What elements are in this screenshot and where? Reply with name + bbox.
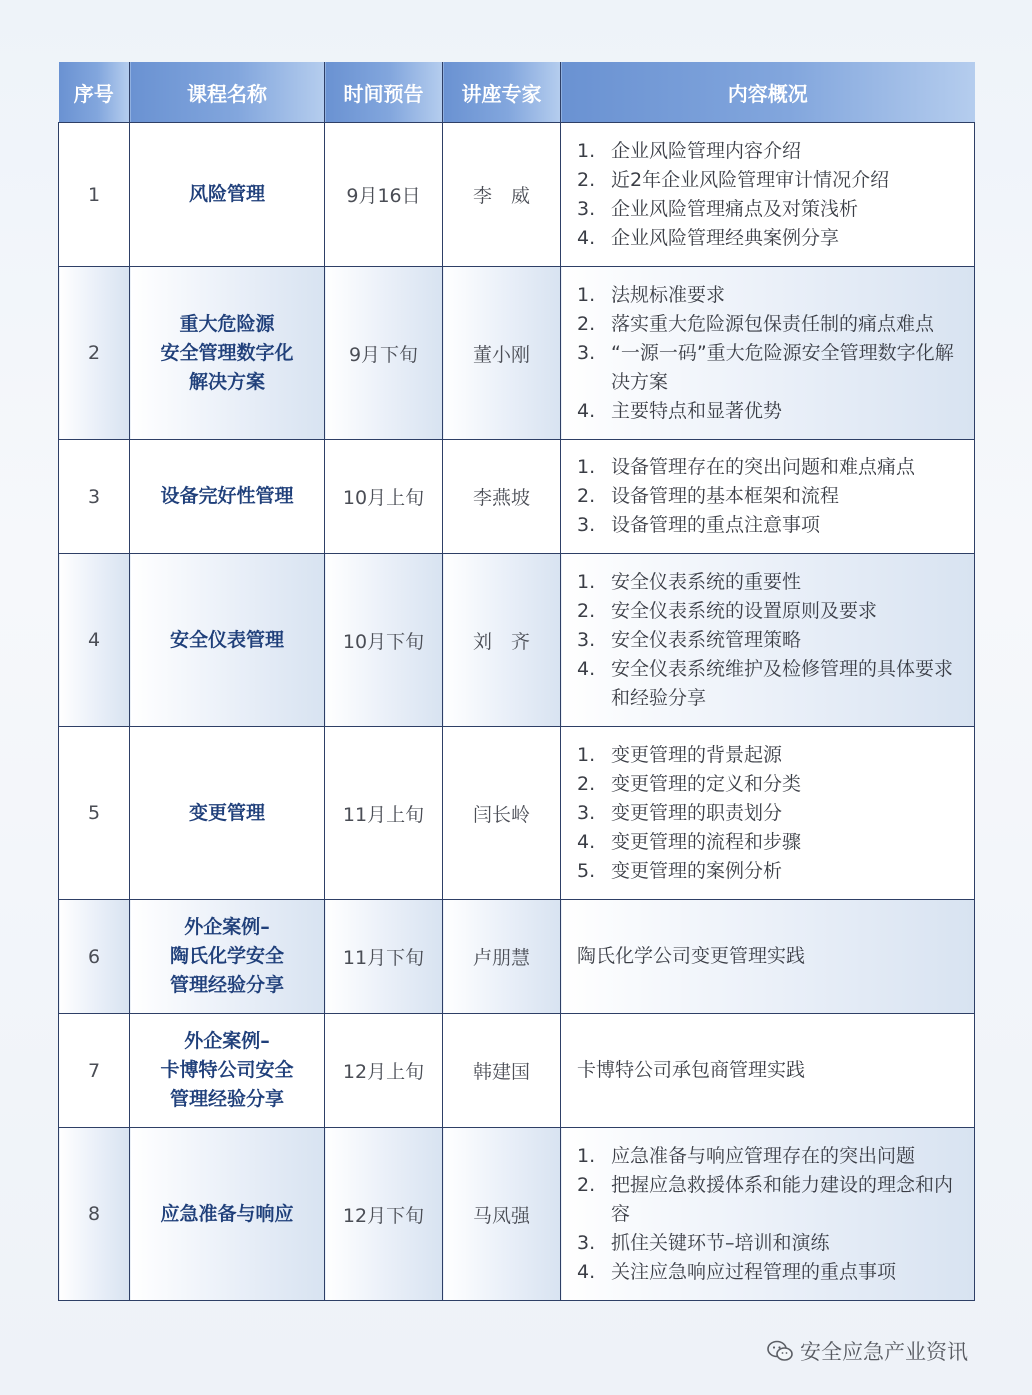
row-index: 1 (59, 123, 130, 267)
content-item-number: 4. (577, 399, 596, 422)
content-item-number: 4. (577, 1260, 596, 1283)
content-item-text: 企业风险管理内容介绍 (611, 139, 802, 162)
expert-name: 马凤强 (443, 1128, 561, 1301)
course-name-line: 管理经验分享 (169, 1088, 284, 1110)
content-item-number: 2. (577, 599, 596, 622)
content-summary (561, 554, 975, 727)
content-summary (561, 727, 975, 900)
course-name-line: 风险管理 (188, 183, 265, 205)
content-item-text: 安全仪表系统管理策略 (611, 628, 802, 651)
content-item-number: 4. (577, 657, 596, 680)
content-item (577, 568, 966, 597)
watermark-text: 安全应急产业资讯 (800, 1340, 968, 1364)
course-name-line: 卡博特公司安全 (160, 1059, 294, 1081)
content-item-text: 企业风险管理痛点及对策浅析 (611, 197, 859, 220)
expert-name: 李 威 (443, 123, 561, 267)
row-index: 3 (59, 440, 130, 554)
content-item-text: 法规标准要求 (611, 283, 726, 306)
content-item (577, 511, 966, 540)
header-content: 内容概况 (561, 62, 975, 123)
content-summary (561, 123, 975, 267)
content-item (577, 310, 966, 339)
content-item-number: 1. (577, 743, 596, 766)
content-item-number: 1. (577, 139, 596, 162)
expert-name: 李燕坡 (443, 440, 561, 554)
content-item (577, 770, 966, 799)
content-item-text: 设备管理的重点注意事项 (611, 514, 821, 536)
content-item-number: 1. (577, 570, 596, 593)
content-item (577, 224, 966, 253)
content-item-text: 近2年企业风险管理审计情况介绍 (611, 168, 890, 191)
watermark (766, 1336, 968, 1366)
course-name-line: 安全管理数字化 (160, 341, 294, 364)
content-item-text: 应急准备与响应管理存在的突出问题 (611, 1144, 916, 1167)
header-schedule: 时间预告 (325, 62, 443, 123)
course-name-line: 设备完好性管理 (160, 485, 294, 507)
content-item-number: 1. (577, 456, 596, 478)
course-name (130, 123, 325, 267)
schedule-time: 12月上旬 (325, 1014, 443, 1128)
content-item-text: 变更管理的定义和分类 (611, 772, 802, 795)
course-name-line: 外企案例– (184, 916, 270, 938)
content-item (577, 137, 966, 166)
content-item-number: 2. (577, 1173, 596, 1196)
expert-name: 卢朋慧 (443, 900, 561, 1014)
course-name (130, 900, 325, 1014)
content-summary (561, 1014, 975, 1128)
course-name-line: 管理经验分享 (169, 974, 284, 996)
content-item (577, 281, 966, 310)
expert-name: 闫长岭 (443, 727, 561, 900)
course-name (130, 267, 325, 440)
content-item (577, 857, 966, 886)
content-text: 卡博特公司承包商管理实践 (577, 1059, 806, 1081)
content-item (577, 166, 966, 195)
content-item-text: 变更管理的案例分析 (611, 859, 783, 882)
row-index: 7 (59, 1014, 130, 1128)
table-row (59, 440, 975, 554)
header-course-name: 课程名称 (130, 62, 325, 123)
content-item-text: 安全仪表系统的重要性 (611, 570, 802, 593)
content-summary (561, 1128, 975, 1301)
table-row (59, 554, 975, 727)
content-item-text: 把握应急救援体系和能力建设的理念和内容 (611, 1173, 954, 1225)
schedule-time: 11月下旬 (325, 900, 443, 1014)
content-item (577, 1142, 966, 1171)
content-item-text: 变更管理的流程和步骤 (611, 830, 802, 853)
header-index: 序号 (59, 62, 130, 123)
content-item (577, 828, 966, 857)
content-item (577, 397, 966, 426)
content-item-number: 2. (577, 772, 596, 795)
content-item-number: 2. (577, 168, 596, 191)
content-item-text: 主要特点和显著优势 (611, 399, 783, 422)
row-index: 6 (59, 900, 130, 1014)
content-item-number: 5. (577, 859, 596, 882)
schedule-time: 9月16日 (325, 123, 443, 267)
content-item-text: 抓住关键环节–培训和演练 (611, 1231, 830, 1254)
content-item-text: 设备管理的基本框架和流程 (611, 485, 840, 507)
schedule-time: 10月下旬 (325, 554, 443, 727)
content-item (577, 453, 966, 482)
content-item-number: 3. (577, 197, 596, 220)
content-item (577, 626, 966, 655)
content-item-number: 2. (577, 312, 596, 335)
content-item-number: 3. (577, 801, 596, 824)
content-summary (561, 267, 975, 440)
content-item (577, 1171, 966, 1229)
content-item (577, 741, 966, 770)
content-item-number: 1. (577, 283, 596, 306)
content-item (577, 482, 966, 511)
content-text: 陶氏化学公司变更管理实践 (577, 945, 806, 967)
content-item-number: 4. (577, 830, 596, 853)
course-name-line: 外企案例– (184, 1030, 270, 1052)
content-item-text: 设备管理存在的突出问题和难点痛点 (611, 456, 916, 478)
content-item (577, 799, 966, 828)
expert-name: 刘 齐 (443, 554, 561, 727)
content-summary (561, 440, 975, 554)
content-item-number: 3. (577, 514, 596, 536)
content-item (577, 1258, 966, 1287)
course-name-line: 变更管理 (188, 801, 265, 824)
course-name (130, 1014, 325, 1128)
table-row (59, 727, 975, 900)
course-name-line: 安全仪表管理 (169, 628, 284, 651)
content-item-text: 企业风险管理经典案例分享 (611, 226, 840, 249)
table-header-row (59, 62, 975, 123)
content-summary (561, 900, 975, 1014)
table-row (59, 1014, 975, 1128)
course-name-line: 重大危险源 (179, 312, 275, 335)
content-item-text: “一源一码”重大危险源安全管理数字化解决方案 (611, 341, 954, 393)
content-item (577, 339, 966, 397)
schedule-time: 9月下旬 (325, 267, 443, 440)
course-name (130, 1128, 325, 1301)
wechat-icon (766, 1339, 794, 1363)
content-item-text: 关注应急响应过程管理的重点事项 (611, 1260, 897, 1283)
table-row (59, 267, 975, 440)
row-index: 2 (59, 267, 130, 440)
schedule-time: 11月上旬 (325, 727, 443, 900)
course-schedule-table (58, 62, 975, 1301)
row-index: 8 (59, 1128, 130, 1301)
content-item (577, 195, 966, 224)
content-item-number: 4. (577, 226, 596, 249)
content-item-text: 变更管理的职责划分 (611, 801, 783, 824)
content-item-number: 3. (577, 628, 596, 651)
course-name (130, 440, 325, 554)
row-index: 5 (59, 727, 130, 900)
course-name-line: 陶氏化学安全 (169, 945, 284, 967)
expert-name: 董小刚 (443, 267, 561, 440)
course-name (130, 554, 325, 727)
table-row (59, 123, 975, 267)
course-name (130, 727, 325, 900)
content-item-text: 落实重大危险源包保责任制的痛点难点 (611, 312, 935, 335)
content-item-text: 变更管理的背景起源 (611, 743, 783, 766)
table-row (59, 900, 975, 1014)
content-item-text: 安全仪表系统的设置原则及要求 (611, 599, 878, 622)
content-item-number: 3. (577, 341, 596, 364)
expert-name: 韩建国 (443, 1014, 561, 1128)
course-name-line: 解决方案 (188, 370, 265, 393)
header-expert: 讲座专家 (443, 62, 561, 123)
table-row (59, 1128, 975, 1301)
content-item (577, 1229, 966, 1258)
content-item (577, 597, 966, 626)
content-item (577, 655, 966, 713)
schedule-time: 10月上旬 (325, 440, 443, 554)
course-name-line: 应急准备与响应 (160, 1202, 294, 1225)
content-item-text: 安全仪表系统维护及检修管理的具体要求和经验分享 (611, 657, 954, 709)
content-item-number: 3. (577, 1231, 596, 1254)
row-index: 4 (59, 554, 130, 727)
content-item-number: 2. (577, 485, 596, 507)
content-item-number: 1. (577, 1144, 596, 1167)
schedule-time: 12月下旬 (325, 1128, 443, 1301)
